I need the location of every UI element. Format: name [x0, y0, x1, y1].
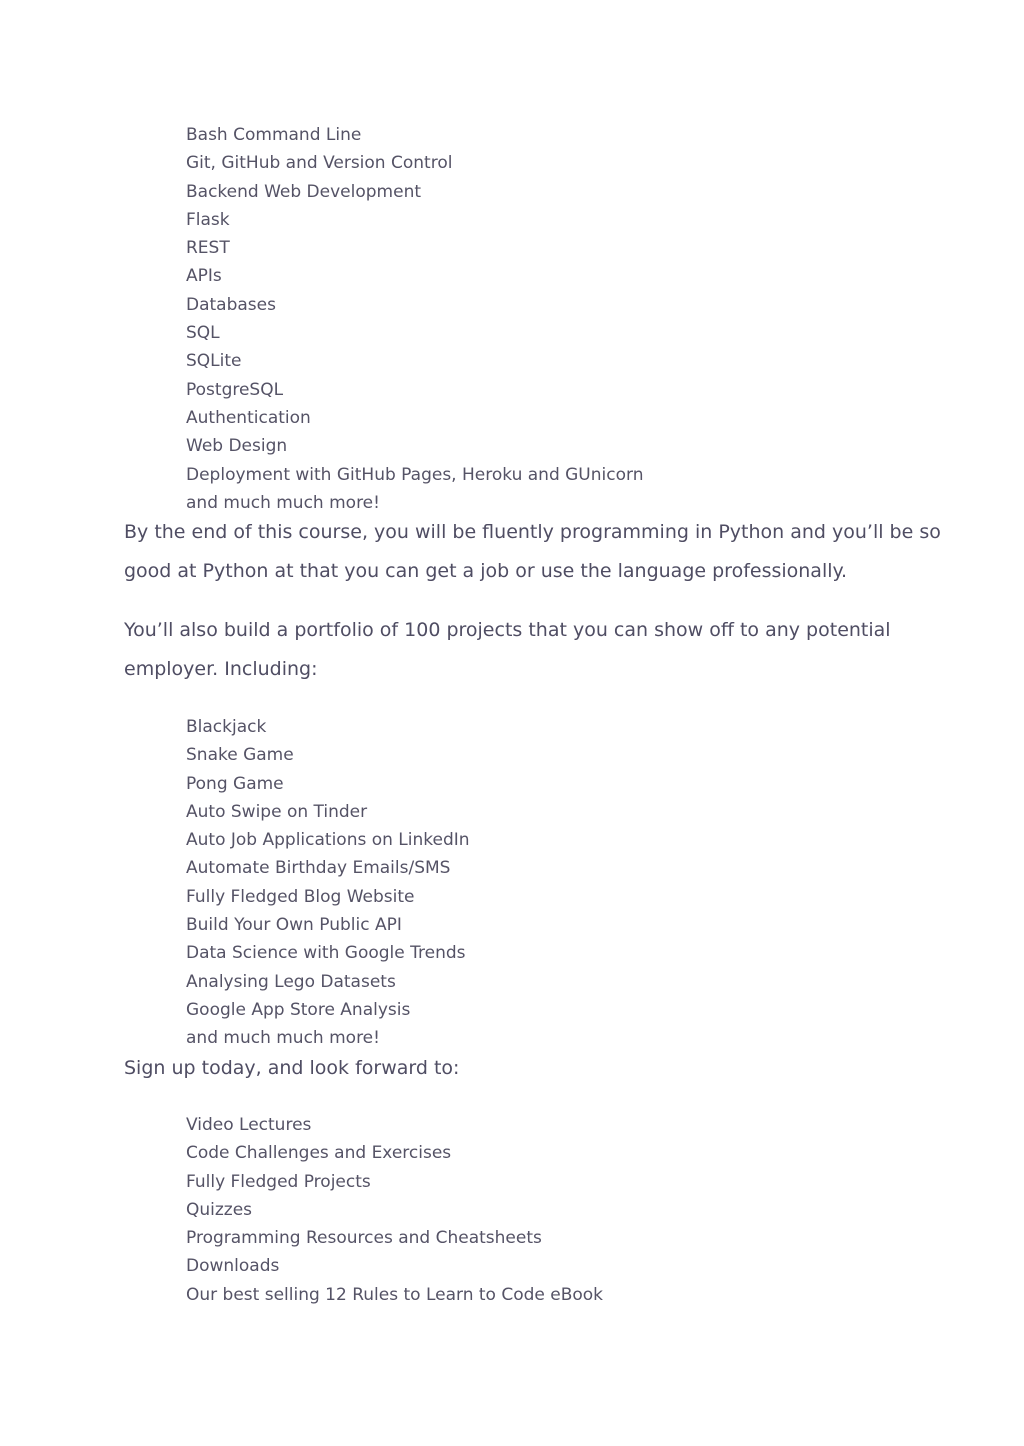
list-item: Build Your Own Public API — [186, 915, 402, 936]
course-outcome-paragraph — [124, 513, 941, 590]
list-item: Auto Job Applications on LinkedIn — [186, 830, 470, 851]
list-item: SQLite — [186, 351, 242, 372]
technologies-list — [186, 121, 643, 517]
list-item: SQL — [186, 323, 220, 344]
list-item: and much much more! — [186, 492, 380, 513]
list-item: Bash Command Line — [186, 125, 362, 145]
portfolio-paragraph — [124, 611, 891, 688]
list-item: PostgreSQL — [186, 379, 284, 400]
list-item: Programming Resources and Cheatsheets — [186, 1228, 542, 1249]
list-item: REST — [186, 238, 230, 259]
list-item: Code Challenges and Exercises — [186, 1143, 452, 1164]
list-item: Authentication — [186, 407, 311, 428]
list-item: Analysing Lego Datasets — [186, 971, 396, 992]
list-item: Git, GitHub and Version Control — [186, 153, 453, 174]
list-item: and much much more! — [186, 1028, 380, 1049]
list-item: Blackjack — [186, 717, 267, 737]
list-item: Deployment with GitHub Pages, Heroku and GUnicorn — [186, 464, 644, 485]
list-item: Flask — [186, 209, 230, 230]
features-list — [186, 1111, 603, 1309]
list-item: Web Design — [186, 436, 288, 457]
projects-list — [186, 713, 470, 1053]
list-item: Downloads — [186, 1256, 280, 1277]
list-item: Our best selling 12 Rules to Learn to Code eBook — [186, 1284, 604, 1305]
list-item: Snake Game — [186, 745, 294, 766]
paragraph-line: Sign up today, and look forward to: — [124, 1057, 460, 1079]
list-item: Fully Fledged Blog Website — [186, 886, 415, 907]
paragraph-line: good at Python at that you can get a job or use the language professionally. — [124, 559, 848, 582]
signup-paragraph — [124, 1049, 459, 1088]
list-item: Pong Game — [186, 773, 284, 794]
list-item: Auto Swipe on Tinder — [186, 801, 368, 822]
list-item: Fully Fledged Projects — [186, 1171, 371, 1192]
paragraph-line: By the end of this course, you will be fluently programming in Python and you’ll be so — [124, 521, 941, 543]
paragraph-line: You’ll also build a portfolio of 100 projects that you can show off to any potential — [124, 619, 891, 641]
list-item: Automate Birthday Emails/SMS — [186, 858, 451, 879]
list-item: Data Science with Google Trends — [186, 943, 466, 964]
list-item: Google App Store Analysis — [186, 999, 411, 1020]
list-item: Quizzes — [186, 1199, 253, 1220]
paragraph-line: employer. Including: — [124, 657, 318, 680]
list-item: Databases — [186, 294, 276, 315]
list-item: Backend Web Development — [186, 181, 422, 202]
list-item: APIs — [186, 266, 222, 287]
list-item: Video Lectures — [186, 1115, 312, 1135]
